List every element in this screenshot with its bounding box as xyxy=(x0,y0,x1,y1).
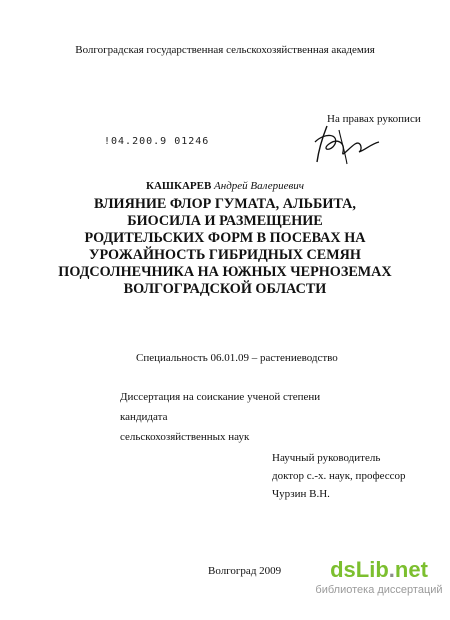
watermark[interactable] xyxy=(310,558,448,596)
inventory-stamp: !04.200.9 01246 xyxy=(104,136,210,147)
watermark-dot: . xyxy=(388,557,395,582)
watermark-subtitle: библиотека диссертаций xyxy=(315,584,443,596)
supervisor-block xyxy=(272,449,406,503)
dissertation-title xyxy=(50,196,400,298)
rights-note: На правах рукописи xyxy=(327,113,421,125)
watermark-tld: net xyxy=(394,557,428,582)
title-line: ПОДСОЛНЕЧНИКА НА ЮЖНЫХ ЧЕРНОЗЕМАХ xyxy=(58,264,392,280)
title-line: БИОСИЛА И РАЗМЕЩЕНИЕ xyxy=(127,213,323,229)
watermark-brand: dsLib xyxy=(330,557,389,582)
dissertation-degree xyxy=(120,387,370,447)
author xyxy=(0,180,450,192)
watermark-logo[interactable] xyxy=(310,558,448,582)
degree-line: сельскохозяйственных наук xyxy=(120,431,250,443)
title-line: РОДИТЕЛЬСКИХ ФОРМ В ПОСЕВАХ НА xyxy=(84,230,366,246)
title-line: ВЛИЯНИЕ ФЛОР ГУМАТА, АЛЬБИТА, xyxy=(94,196,356,212)
academy-name: Волгоградская государственная сельскохозяйственная академия xyxy=(75,44,375,56)
specialty: Специальность 06.01.09 – растениеводство xyxy=(136,352,338,364)
title-line: УРОЖАЙНОСТЬ ГИБРИДНЫХ СЕМЯН xyxy=(89,247,361,263)
supervisor-name: Чурзин В.Н. xyxy=(272,488,330,500)
title-line: ВОЛГОГРАДСКОЙ ОБЛАСТИ xyxy=(123,281,327,297)
degree-line: Диссертация на соискание ученой степени кандидата xyxy=(120,391,321,423)
author-given-name: Андрей Валериевич xyxy=(214,180,304,192)
supervisor-role: Научный руководитель xyxy=(272,452,381,464)
handwritten-signature xyxy=(305,122,385,168)
supervisor-degree: доктор с.-х. наук, профессор xyxy=(272,470,406,482)
author-surname: КАШКАРЕВ xyxy=(145,180,212,192)
city-year: Волгоград 2009 xyxy=(208,565,282,577)
